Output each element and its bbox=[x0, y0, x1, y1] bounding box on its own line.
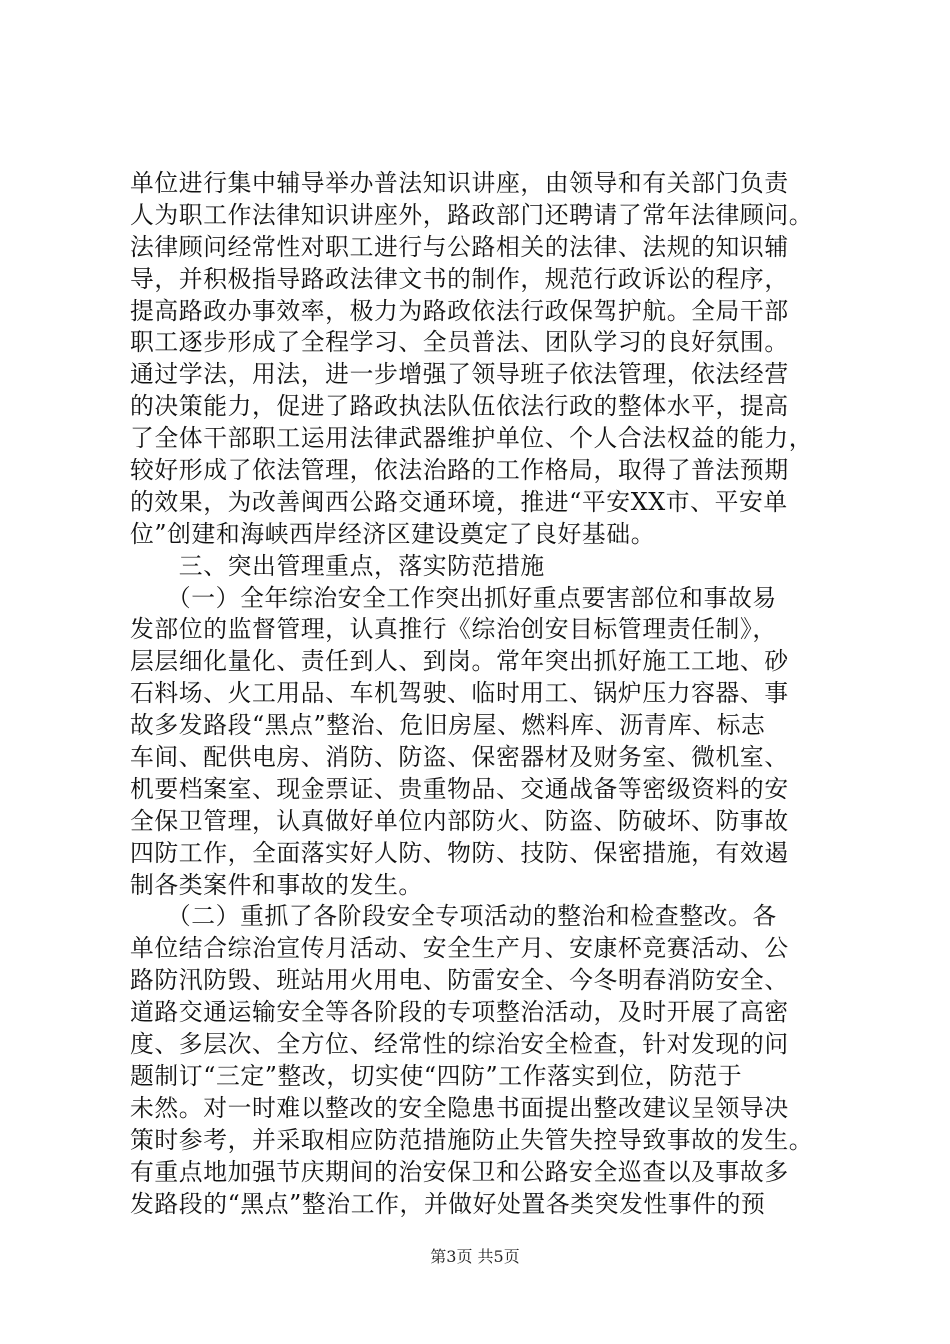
text-line: （二）重抓了各阶段安全专项活动的整治和检查整改。各 bbox=[130, 902, 777, 931]
text-line: 全保卫管理，认真做好单位内部防火、防盗、防破坏、防事故 bbox=[130, 806, 789, 835]
text-line: 策时参考，并采取相应防范措施防止失管失控导致事故的发生。 bbox=[130, 1125, 814, 1154]
text-line: 三、突出管理重点，落实防范措施 bbox=[130, 551, 545, 580]
text-line: 机要档案室、现金票证、贵重物品、交通战备等密级资料的安 bbox=[130, 774, 789, 803]
text-line: 的决策能力，促进了路政执法队伍依法行政的整体水平，提高 bbox=[130, 392, 789, 421]
text-line: 石料场、火工用品、车机驾驶、临时用工、锅炉压力容器、事 bbox=[130, 679, 789, 708]
text-line: （一）全年综治安全工作突出抓好重点要害部位和事故易 bbox=[130, 583, 777, 612]
text-line: 有重点地加强节庆期间的治安保卫和公路安全巡查以及事故多 bbox=[130, 1157, 789, 1186]
text-line: 车间、配供电房、消防、防盗、保密器材及财务室、微机室、 bbox=[130, 743, 789, 772]
text-line: 位”创建和海峡西岸经济区建设奠定了良好基础。 bbox=[130, 519, 656, 548]
text-line: 职工逐步形成了全程学习、全员普法、团队学习的良好氛围。 bbox=[130, 328, 789, 357]
text-line: 通过学法，用法，进一步增强了领导班子依法管理，依法经营 bbox=[130, 360, 789, 389]
text-line: 发部位的监督管理，认真推行《综治创安目标管理责任制》， bbox=[130, 615, 777, 644]
text-line: 单位结合综治宣传月活动、安全生产月、安康杯竞赛活动、公 bbox=[130, 934, 789, 963]
page-footer: 第3页 共5页 bbox=[430, 1247, 520, 1266]
text-line: 题制订“三定”整改，切实使“四防”工作落实到位，防范于 bbox=[130, 1061, 743, 1090]
text-line: 故多发路段“黑点”整治、危旧房屋、燃料库、沥青库、标志 bbox=[130, 711, 766, 740]
text-line: 提高路政办事效率，极力为路政依法行政保驾护航。全局干部 bbox=[130, 296, 789, 325]
text-line: 导，并积极指导路政法律文书的制作，规范行政诉讼的程序， bbox=[130, 264, 789, 293]
body-text bbox=[130, 168, 830, 1220]
text-line: 较好形成了依法管理，依法治路的工作格局，取得了普法预期 bbox=[130, 456, 789, 485]
text-line: 发路段的“黑点”整治工作，并做好处置各类突发性事件的预 bbox=[130, 1189, 766, 1218]
text-line: 四防工作，全面落实好人防、物防、技防、保密措施，有效遏 bbox=[130, 838, 789, 867]
text-line: 道路交通运输安全等各阶段的专项整治活动，及时开展了高密 bbox=[130, 998, 789, 1027]
text-line: 制各类案件和事故的发生。 bbox=[130, 870, 423, 899]
text-line: 了全体干部职工运用法律武器维护单位、个人合法权益的能力， bbox=[130, 424, 814, 453]
text-line: 度、多层次、全方位、经常性的综治安全检查，针对发现的问 bbox=[130, 1030, 789, 1059]
text-line: 单位进行集中辅导举办普法知识讲座，由领导和有关部门负责 bbox=[130, 169, 789, 197]
text-line: 法律顾问经常性对职工进行与公路相关的法律、法规的知识辅 bbox=[130, 232, 789, 261]
text-line: 人为职工作法律知识讲座外，路政部门还聘请了常年法律顾问。 bbox=[130, 200, 814, 229]
text-line: 层层细化量化、责任到人、到岗。常年突出抓好施工工地、砂 bbox=[130, 647, 789, 676]
text-line: 路防汛防毁、班站用火用电、防雷安全、今冬明春消防安全、 bbox=[130, 966, 789, 995]
text-line: 的效果，为改善闽西公路交通环境，推进“平安XX市、平安单 bbox=[130, 487, 788, 516]
text-line: 未然。对一时难以整改的安全隐患书面提出整改建议呈领导决 bbox=[130, 1093, 789, 1122]
